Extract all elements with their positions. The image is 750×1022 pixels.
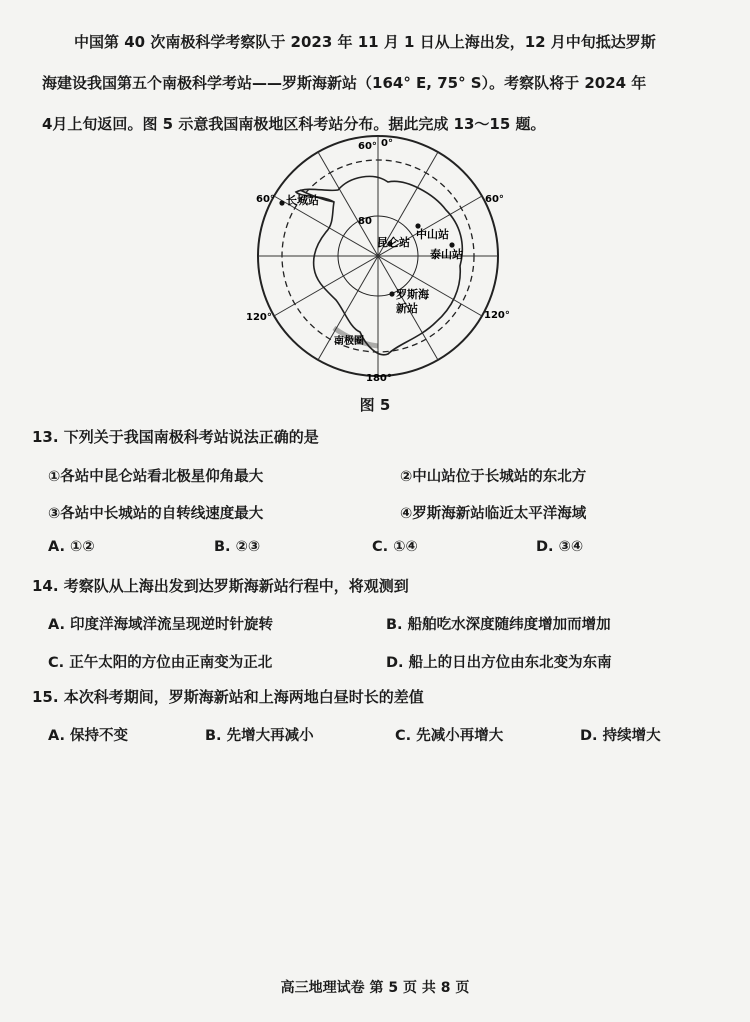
antarctic-station-map	[238, 132, 518, 390]
label-lon-60e: 60°	[485, 194, 504, 205]
q15-option-b[interactable]: B. 先增大再减小	[205, 728, 314, 744]
label-ice-shelf: 南极圈	[334, 336, 364, 347]
q13-statement-2: ②中山站位于长城站的东北方	[400, 469, 587, 485]
label-lat-80: 80	[358, 216, 372, 227]
station-dot-taishan	[449, 242, 454, 247]
intro-line-2: 海建设我国第五个南极科学考站——罗斯海新站（164° E, 75° S）。考察队将于 2024 年	[42, 74, 647, 92]
q13-statement-4: ④罗斯海新站临近太平洋海域	[400, 506, 587, 522]
intro-passage	[42, 22, 732, 145]
intro-line-1: 中国第 40 次南极科学考察队于 2023 年 11 月 1 日从上海出发，12 月中旬抵达罗斯	[74, 33, 656, 51]
question-13-title: 13. 下列关于我国南极科考站说法正确的是	[32, 428, 319, 446]
q14-option-d[interactable]: D. 船上的日出方位由东北变为东南	[386, 655, 612, 671]
q13-statement-1: ①各站中昆仑站看北极星仰角最大	[48, 469, 264, 485]
question-14-title: 14. 考察队从上海出发到达罗斯海新站行程中，将观测到	[32, 577, 409, 595]
q13-option-c[interactable]: C. ①④	[372, 539, 418, 555]
label-lon-60w: 60°	[256, 194, 275, 205]
page-footer: 高三地理试卷 第 5 页 共 8 页	[280, 980, 470, 996]
station-changcheng: 长城站	[286, 194, 319, 207]
station-dot-rossnew	[389, 291, 394, 296]
figure-caption: 图 5	[359, 396, 391, 414]
station-taishan: 泰山站	[430, 248, 463, 261]
q13-statement-3: ③各站中长城站的自转线速度最大	[48, 506, 264, 522]
q14-option-c[interactable]: C. 正午太阳的方位由正南变为正北	[48, 655, 273, 671]
q15-option-a[interactable]: A. 保持不变	[48, 728, 129, 744]
q13-option-d[interactable]: D. ③④	[536, 539, 584, 555]
q14-option-b[interactable]: B. 船舶吃水深度随纬度增加而增加	[386, 617, 611, 633]
antarctic-map-svg	[238, 132, 518, 390]
station-rossnew-line2: 新站	[396, 302, 418, 315]
q13-option-a[interactable]: A. ①②	[48, 539, 95, 555]
intro-line-3: 4月上旬返回。图 5 示意我国南极地区科考站分布。据此完成 13～15 题。	[42, 115, 546, 133]
q13-option-b[interactable]: B. ②③	[214, 539, 261, 555]
label-lon-120e: 120°	[484, 310, 510, 321]
q15-option-d[interactable]: D. 持续增大	[580, 728, 661, 744]
q15-option-c[interactable]: C. 先减小再增大	[395, 728, 504, 744]
station-zhongshan: 中山站	[416, 228, 449, 241]
q14-option-a[interactable]: A. 印度洋海域洋流呈现逆时针旋转	[48, 617, 274, 633]
label-lon-0: 0°	[381, 138, 393, 149]
label-lon-180: 180°	[366, 373, 392, 384]
station-rossnew-line1: 罗斯海	[396, 288, 429, 301]
label-lon-120w: 120°	[246, 312, 272, 323]
label-lon-60-top: 60°	[358, 141, 377, 152]
antarctica-outline	[296, 176, 462, 354]
station-dot-changcheng	[279, 200, 284, 205]
question-15-title: 15. 本次科考期间，罗斯海新站和上海两地白昼时长的差值	[32, 688, 424, 706]
station-kunlun: 昆仑站	[377, 236, 410, 249]
